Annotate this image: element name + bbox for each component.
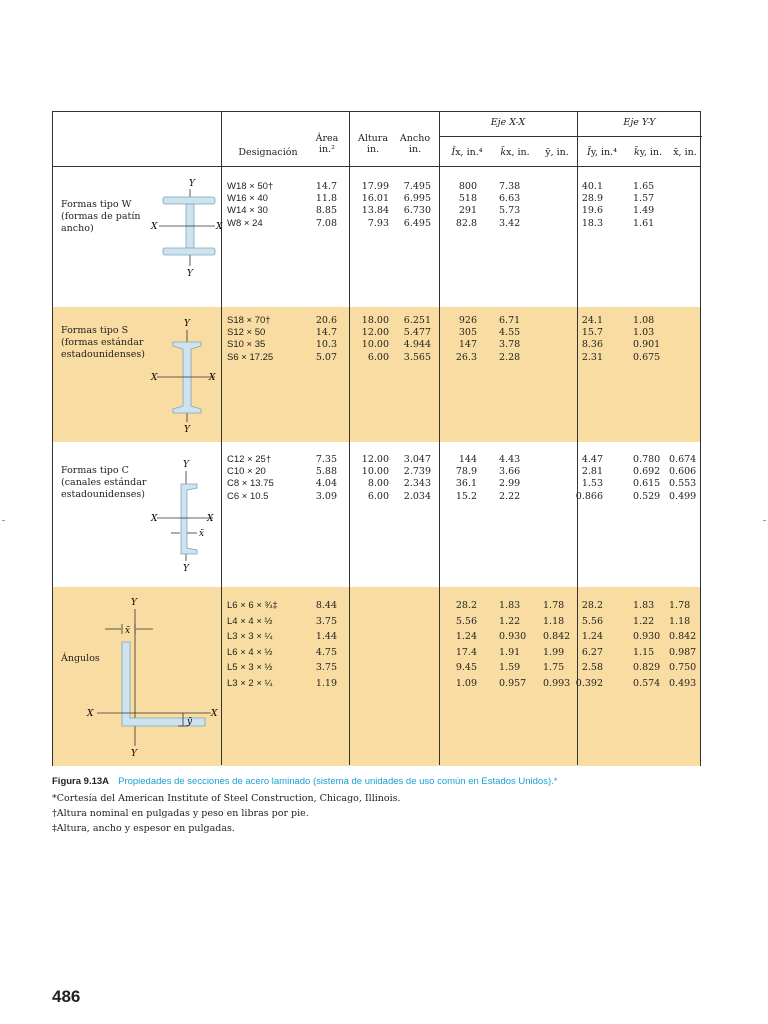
- ky-w: 1.65 1.57 1.49 1.61: [633, 181, 655, 229]
- xbar-angles: 1.78 1.18 0.842 0.987 0.750 0.493: [669, 600, 697, 689]
- header-ix-symbol: Ī: [451, 147, 456, 158]
- header-area-label: Área: [315, 133, 339, 144]
- s-section: [173, 342, 201, 413]
- kx-angles: 1.83 1.22 0.930 1.91 1.59 0.957: [499, 600, 527, 689]
- ky-angles: 1.83 1.22 0.930 1.15 0.829 0.574: [633, 600, 661, 689]
- ybar-angles: 1.78 1.18 0.842 1.99 1.75 0.993: [543, 600, 571, 689]
- header-ix: [445, 147, 489, 158]
- header-eje-xx: Eje X-X: [490, 117, 526, 128]
- y-axis-label-top: Y: [131, 598, 137, 608]
- page-number: 486: [52, 987, 81, 1006]
- x-axis-label-right: X: [207, 514, 214, 524]
- iy-angles: 28.2 5.56 1.24 6.27 2.58 0.392: [575, 600, 603, 689]
- angle-shape-diagram: [83, 596, 223, 761]
- header-ancho: [393, 133, 437, 155]
- header-kx-symbol: k̄: [500, 147, 507, 158]
- header-divider: [53, 166, 700, 167]
- area-angles: 8.44 3.75 1.44 4.75 3.75 1.19: [315, 600, 337, 689]
- header-iy: [579, 147, 625, 158]
- edge-mark-left: [2, 520, 5, 521]
- header-altura-unit: in.: [366, 144, 380, 155]
- x-axis-label-left: X: [151, 514, 158, 524]
- header-ix-unit: x, in.⁴: [455, 147, 483, 158]
- x-axis-label-right: X: [211, 709, 218, 719]
- w-shape-diagram: [153, 178, 223, 278]
- designations-c: C12 × 25† C10 × 20 C8 × 13.75 C6 × 10.5: [227, 454, 274, 502]
- s-shape-diagram: [153, 318, 223, 433]
- y-axis-label-top: Y: [189, 179, 195, 189]
- altura-c: 12.00 10.00 8.00 6.00: [361, 454, 389, 502]
- edge-mark-right: [763, 520, 766, 521]
- xbar-label: x̄: [199, 529, 205, 539]
- caption-text: Propiedades de secciones de acero laminado (sistema de unidades de uso común en Estados Unidos).*: [118, 776, 558, 787]
- group-label-w: Formas tipo W (formas de patín ancho): [61, 199, 141, 234]
- y-axis-label-top: Y: [184, 319, 190, 329]
- group-label-c: Formas tipo C (canales estándar estadounidenses): [61, 465, 147, 500]
- ancho-s: 6.251 5.477 4.944 3.565: [403, 315, 431, 363]
- y-axis-label-top: Y: [183, 460, 189, 470]
- iy-w: 40.1 28.9 19.6 18.3: [581, 181, 603, 229]
- designations-s: S18 × 70† S12 × 50 S10 × 35 S6 × 17.25: [227, 315, 274, 363]
- ix-angles: 28.2 5.56 1.24 17.4 9.45 1.09: [455, 600, 477, 689]
- header-ybar: ȳ, in.: [545, 147, 569, 158]
- iy-s: 24.1 15.7 8.36 2.31: [581, 315, 603, 363]
- header-designacion: Designación: [238, 147, 298, 158]
- x-axis-label-left: X: [87, 709, 94, 719]
- altura-s: 18.00 12.00 10.00 6.00: [361, 315, 389, 363]
- y-axis-label-bottom: Y: [187, 269, 193, 279]
- ancho-c: 3.047 2.739 2.343 2.034: [403, 454, 431, 502]
- header-ancho-unit: in.: [408, 144, 422, 155]
- header-ky-symbol: k̄: [633, 147, 640, 158]
- y-axis-label-bottom: Y: [184, 425, 190, 435]
- ix-w: 800 518 291 82.8: [455, 181, 477, 229]
- group-label-s: Formas tipo S (formas estándar estadounidenses): [61, 325, 145, 360]
- w-bottom-flange: [163, 248, 215, 255]
- header-altura-label: Altura: [357, 133, 389, 144]
- header-kx-unit: x, in.: [506, 147, 530, 158]
- area-s: 20.6 14.7 10.3 5.07: [315, 315, 337, 363]
- x-axis-label-left: X: [151, 222, 158, 232]
- header-kx: [493, 147, 537, 158]
- xbar-label: x̄: [125, 626, 131, 636]
- w-top-flange: [163, 197, 215, 204]
- designations-angles: L6 × 6 × ¾‡ L4 × 4 × ½ L3 × 3 × ¼ L6 × 4 × ½ L5 × 3 × ½ L3 × 2 × ¼: [227, 600, 278, 689]
- angle-section: [122, 642, 205, 726]
- ix-s: 926 305 147 26.3: [455, 315, 477, 363]
- axis-header-divider: [439, 136, 702, 137]
- header-ky-unit: y, in.: [639, 147, 663, 158]
- header-altura: [353, 133, 393, 155]
- col-divider: [439, 112, 440, 765]
- ancho-w: 7.495 6.995 6.730 6.495: [403, 181, 431, 229]
- header-iy-unit: y, in.⁴: [590, 147, 617, 158]
- ix-c: 144 78.9 36.1 15.2: [455, 454, 477, 502]
- x-axis-label-left: X: [151, 373, 158, 383]
- iy-c: 4.47 2.81 1.53 0.866: [575, 454, 603, 502]
- x-axis-label-right: X: [216, 222, 223, 232]
- header-iy-symbol: Ī: [587, 147, 591, 158]
- header-eje-yy: Eje Y-Y: [623, 117, 656, 128]
- kx-s: 6.71 4.55 3.78 2.28: [499, 315, 521, 363]
- designations-w: W18 × 50† W16 × 40 W14 × 30 W8 × 24: [227, 181, 274, 229]
- x-axis-label-right: X: [209, 373, 216, 383]
- caption-title: Figura 9.13A: [52, 776, 110, 787]
- ky-c: 0.780 0.692 0.615 0.529: [633, 454, 661, 502]
- header-ky: [627, 147, 669, 158]
- ybar-label: ȳ: [187, 717, 193, 727]
- y-axis-label-bottom: Y: [131, 749, 137, 759]
- header-area-unit: in.²: [319, 144, 335, 155]
- area-w: 14.7 11.8 8.85 7.08: [315, 181, 337, 229]
- altura-w: 17.99 16.01 13.84 7.93: [361, 181, 389, 229]
- c-section: [181, 484, 197, 554]
- header-ancho-label: Ancho: [399, 133, 431, 144]
- area-c: 7.35 5.88 4.04 3.09: [315, 454, 337, 502]
- group-label-angles: Ángulos: [61, 653, 100, 664]
- header-area: [305, 133, 349, 155]
- y-axis-label-bottom: Y: [183, 564, 189, 574]
- xbar-c: 0.674 0.606 0.553 0.499: [669, 454, 697, 502]
- c-shape-diagram: [153, 457, 223, 572]
- ky-s: 1.08 1.03 0.901 0.675: [633, 315, 661, 363]
- section-properties-table: [52, 111, 701, 766]
- figure-caption: [52, 775, 712, 789]
- footnote-courtesy: *Cortesía del American Institute of Steel Construction, Chicago, Illinois.: [52, 793, 401, 804]
- header-xbar: x̄, in.: [673, 147, 697, 158]
- footnote-dagger: †Altura nominal en pulgadas y peso en libras por pie.: [52, 808, 309, 819]
- footnote-double-dagger: ‡Altura, ancho y espesor en pulgadas.: [52, 823, 235, 834]
- kx-w: 7.38 6.63 5.73 3.42: [499, 181, 521, 229]
- kx-c: 4.43 3.66 2.99 2.22: [499, 454, 521, 502]
